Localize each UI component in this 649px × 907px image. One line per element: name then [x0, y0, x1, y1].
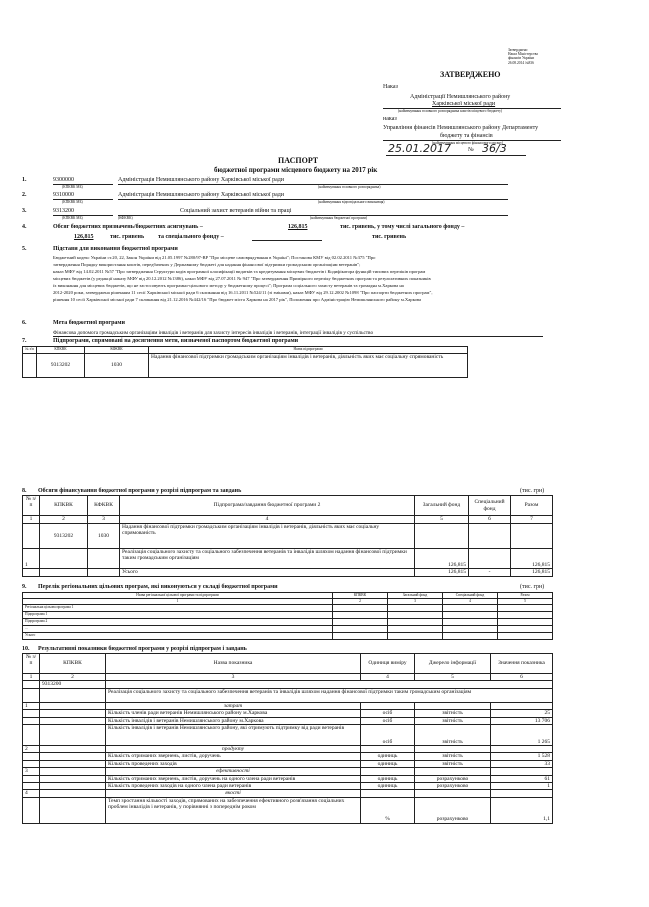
cell-kpkvk: 9313200: [40, 681, 106, 688]
order-label-2: наказ: [383, 116, 397, 122]
table-header: Назва регіональної цільової програми та підпрограми: [23, 593, 333, 599]
table-header: Джерело інформації: [415, 654, 491, 674]
cell-kpkvk: 9313202: [37, 354, 85, 378]
regional-programs-table: [22, 592, 553, 640]
cell-source: звітність: [415, 753, 491, 760]
table-header: Спеціальний фонд: [469, 496, 511, 516]
cell-value: 13 706: [491, 717, 553, 724]
item-2-caption: (найменування відповідального виконавця): [318, 200, 385, 204]
column-number: 3: [88, 516, 120, 524]
table-header: КФКВК: [85, 347, 149, 354]
group-title: затрат: [106, 702, 361, 709]
section-7-title: Підпрограми, спрямовані на досягнення мети, визначеної паспортом бюджетної програми: [53, 338, 299, 344]
section-9-unit: (тис. грн): [520, 584, 545, 590]
cell-total: [511, 524, 553, 549]
table-header: Одиниця виміру: [361, 654, 415, 674]
table-header: Значення показника: [491, 654, 553, 674]
cell-indicator-name: Кількість інвалідів і ветеранів Немишлянського району, які отримують підтримку від ради ветеранів: [106, 725, 361, 746]
cell-program-name: Усього: [23, 633, 333, 640]
section-5-line: рішення 10 сесії Харківської міської ради 7 скликання від 21.12.2016 №442/16 "Про бюджет міста Харкова на 2017 рік", Положення про Адміністрацію Немишлянського району м.Харкова: [53, 297, 422, 302]
section-9-number: 9.: [22, 584, 27, 590]
cell-unit: осіб: [361, 717, 415, 724]
approval-note: [508, 48, 598, 65]
column-number: 5: [415, 516, 469, 524]
column-number: 5: [498, 599, 553, 605]
cell-source: звітність: [415, 725, 491, 746]
cell-task-name: Усього: [120, 569, 415, 577]
item-1-caption: (найменування головного розпорядника): [318, 185, 381, 189]
group-title: якості: [106, 790, 361, 797]
table-row: [23, 549, 553, 569]
cell-kfkvk: 1030: [85, 354, 149, 378]
item-2-code-caption: (КПКВК МБ): [62, 200, 83, 204]
cell-value: 1: [491, 783, 553, 790]
cell-kfkvk: [88, 549, 120, 569]
item-4-text-b: тис. гривень, у тому числі загального фонду –: [340, 224, 465, 230]
table-header: КФКВК: [88, 496, 120, 516]
section-6-text: Фінансова допомога громадським організаціям інвалідів і ветеранів для захисту інтересів інвалідів і ветеранів, інтеграції інвалідів у суспільство: [53, 330, 374, 336]
cell-kpkvk: 9313202: [40, 524, 88, 549]
item-3-text: Соціальний захист ветеранів війни та праці: [180, 208, 292, 214]
cell-number: [23, 524, 40, 549]
group-number: 4: [23, 790, 40, 797]
performance-indicators-table: [22, 653, 553, 824]
cell-special-fund: [469, 549, 511, 569]
authority-line-1: Адміністрації Немишлянського району: [410, 94, 511, 100]
table-row: [23, 753, 553, 760]
authority-line-3: Управління фінансів Немишлянського району Департаменту: [383, 125, 539, 131]
cell-kfkvk: [88, 569, 120, 577]
cell-task-name: Реалізація соціального захисту та соціального забезпечення ветеранів та інвалідів шляхом надання фінансової підтримки таким громадським організаціям: [120, 549, 415, 569]
section-5-text: [53, 254, 613, 303]
table-row: [23, 797, 553, 823]
table-header: № з/п: [23, 347, 37, 354]
cell-value: 1 528: [491, 753, 553, 760]
cell-kpkvk: [40, 569, 88, 577]
section-5-line: їх виконання для місцевих бюджетів, що не застосовують програмно-цільового методу у бюджетному процесі"; Програма соціального захисту ветеранів та громадян м.Харкова на: [53, 283, 404, 288]
table-header: Загальний фонд: [415, 496, 469, 516]
cell-value: 61: [491, 775, 553, 782]
table-row: [23, 605, 553, 612]
cell-unit: осіб: [361, 725, 415, 746]
cell-number: [23, 569, 40, 577]
cell-number: [23, 354, 37, 378]
order-label: Наказ: [383, 84, 398, 90]
table-row: [23, 760, 553, 767]
section-5-line: Бюджетний кодекс України ст.20, 22, Закон України від 21.05.1997 №280/97-ВР "Про місцеве самоврядування в Україні"; Постанова КМУ від 02.02.2011 №375 "Про: [53, 255, 376, 260]
table-row: [23, 633, 553, 640]
cell-task-name: Надання фінансової підтримки громадським організаціям інвалідів і ветеранів, діяльність яких має соціальну спрямованість: [120, 524, 415, 549]
approved-word: ЗАТВЕРДЖЕНО: [440, 70, 501, 79]
table-row: [23, 354, 468, 378]
cell-value: 1,1: [491, 797, 553, 823]
item-4-text-a: Обсяг бюджетних призначень/бюджетних асигнувань –: [53, 224, 203, 230]
table-header: КПКВК: [40, 654, 106, 674]
table-header: № з/п: [23, 496, 40, 516]
column-number: 7: [511, 516, 553, 524]
cell-indicator-name: Кількість проведених заходів: [106, 760, 361, 767]
section-10-number: 10.: [22, 646, 30, 652]
section-9-title: Перелік регіональних цільових програм, які виконуються у складі бюджетної програми: [38, 584, 278, 590]
column-number: 2: [40, 516, 88, 524]
passport-title: ПАСПОРТ: [278, 156, 319, 165]
authority-caption: (найменування головного розпорядника коштів місцевого бюджету): [398, 109, 503, 113]
column-number: 3: [388, 599, 443, 605]
table-header: № з/п: [23, 654, 40, 674]
table-row: [23, 775, 553, 782]
item-4-text-e: тис. гривень: [372, 234, 407, 240]
cell-indicator-name: Кількість інвалідів і ветеранів Немишлянського району м.Харкова: [106, 717, 361, 724]
cell-special-fund: [469, 524, 511, 549]
approval-note-line: 26.08.2014 №836: [508, 60, 534, 65]
cell-kpkvk: [40, 549, 88, 569]
item-2-number: 2.: [22, 192, 27, 198]
cell-value: 25: [491, 710, 553, 717]
cell-indicator-name: Кількість проведених заходів на одного члена ради ветеранів: [106, 783, 361, 790]
column-number: 5: [415, 674, 491, 681]
item-4-value-b: 126,815: [74, 234, 94, 240]
table-header: Спеціальний фонд: [443, 593, 498, 599]
column-number: 6: [469, 516, 511, 524]
approval-note-line: фінансів України: [508, 56, 535, 61]
column-number: 1: [23, 599, 333, 605]
item-1-code-caption: (КПКВК МБ): [62, 185, 83, 189]
authority-line-4: бюджету та фінансів: [440, 133, 493, 139]
table-header: КПКВК: [333, 593, 388, 599]
cell-indicator-name: Темп зростання кількості заходів, спрямованих на забезпечення ефективного розв'язання соціальних проблем інвалідів і ветеранів, у порівнянні з попереднім роком: [106, 797, 361, 823]
table-row: [23, 626, 553, 633]
item-3-code-caption: (КПКВК МБ): [62, 216, 83, 220]
table-header: КПКВК: [40, 496, 88, 516]
cell-source: розрахунково: [415, 775, 491, 782]
section-5-line: наказ МФУ від 14.02.2011 №57 "Про затвердження Структури кодів програмної класифікації видатків та кредитування місцевих бюджетів і Кодифікатора функцій типових переліків програм: [53, 269, 426, 274]
cell-source: розрахунково: [415, 797, 491, 823]
table-row: [23, 717, 553, 724]
cell-program-name: Підпрограма 2: [23, 619, 333, 626]
table-header: Назва підпрограми: [149, 347, 468, 354]
table-row: [23, 725, 553, 746]
group-number: 3: [23, 768, 40, 775]
table-header: Разом: [498, 593, 553, 599]
table-row: [23, 783, 553, 790]
cell-number: 1: [23, 549, 40, 569]
approval-note-line: Затверджено: [508, 48, 528, 52]
table-header: Підпрограма/завдання бюджетної програми 2: [120, 496, 415, 516]
item-2-text: Адміністрація Немишлянського району Харківської міської ради: [118, 192, 285, 198]
approval-note-line: Наказ Міністерства: [508, 52, 538, 57]
cell-general-fund: [415, 524, 469, 549]
table-row: [23, 524, 553, 549]
authority-caption-2: (найменування місцевого фінансового органу): [432, 141, 504, 145]
item-3-number: 3.: [22, 208, 27, 214]
cell-unit: осіб: [361, 710, 415, 717]
item-4-value-a: 126,815: [288, 224, 308, 230]
subprograms-table: [22, 346, 468, 378]
item-1-code: 9300000: [53, 177, 74, 183]
column-number: 1: [23, 516, 40, 524]
section-8-title: Обсяги фінансування бюджетної програми у розрізі підпрограм та завдань: [38, 488, 242, 494]
item-3-code2-caption: (КФКВК): [118, 216, 133, 220]
financing-table: [22, 495, 553, 577]
group-number: 1: [23, 702, 40, 709]
cell-source: звітність: [415, 710, 491, 717]
authority-line-2: Харківської міської ради: [432, 101, 496, 107]
handwritten-order-number: 36/3: [482, 142, 507, 155]
passport-subtitle: бюджетної програми місцевого бюджету на 2017 рік: [214, 166, 378, 174]
cell-unit: одиниць: [361, 775, 415, 782]
section-5-title: Підстави для виконання бюджетної програми: [53, 246, 178, 252]
section-8-number: 8.: [22, 488, 27, 494]
table-row: [23, 612, 553, 619]
cell-program-name: Регіональна цільова програма 1: [23, 605, 333, 612]
group-number: 2: [23, 746, 40, 753]
column-number: 3: [106, 674, 361, 681]
group-title: продукту: [106, 746, 361, 753]
cell-indicator-name: Кількість отриманих звернень, листів, доручень на одного члена ради ветеранів: [106, 775, 361, 782]
column-number: 1: [23, 674, 40, 681]
column-number: 4: [361, 674, 415, 681]
item-1-text: Адміністрація Немишлянського району Харківської міської ради: [118, 177, 285, 183]
section-5-line: затвердження Порядку використання коштів, передбачених у Державному бюджеті для надання фінансової підтримки громадським організаціям ветеранів";: [53, 262, 361, 267]
table-row: [23, 619, 553, 626]
cell-task-name: Реалізація соціального захисту та соціального забезпечення ветеранів та інвалідів шляхом надання фінансової підтримки таким громадським організаціям: [106, 688, 553, 702]
cell-program-name: ...: [23, 626, 333, 633]
cell-unit: одиниць: [361, 753, 415, 760]
cell-source: звітність: [415, 760, 491, 767]
order-number-label: №: [468, 147, 474, 153]
cell-program-name: Підпрограма 1: [23, 612, 333, 619]
cell-total: 126,815: [511, 569, 553, 577]
column-number: 4: [120, 516, 415, 524]
section-5-line: місцевих бюджетів (у редакції наказу МФУ від 20.12.2012 №1386), наказ МФУ від 27.07.2011 № 947 "Про затвердження Примірного переліку бюджетних програм та результативних показників: [53, 276, 431, 281]
column-number: 2: [333, 599, 388, 605]
item-2-code: 9310000: [53, 192, 74, 198]
section-6-number: 6.: [22, 320, 27, 326]
table-row-total: [23, 569, 553, 577]
table-row: [23, 710, 553, 717]
cell-special-fund: -: [469, 569, 511, 577]
cell-indicator-name: Кількість отриманих звернень, листів, доручень: [106, 753, 361, 760]
item-4-text-d: та спеціального фонду –: [158, 234, 224, 240]
cell-kfkvk: 1030: [88, 524, 120, 549]
cell-value: 1 265: [491, 725, 553, 746]
table-header: Разом: [511, 496, 553, 516]
column-number: 6: [491, 674, 553, 681]
column-number: 4: [443, 599, 498, 605]
section-5-line: 2012-2020 роки, затверджена рішенням 11 сесії Харківської міської ради 6 скликання від 16.11.2011 №524/11 (зі змінами), наказ МФУ від 29.12.2002 №1098 "Про паспорти бюджетних програм",: [53, 290, 433, 295]
section-10-title: Результативні показники бюджетної програми у розрізі підпрограм і завдань: [38, 646, 247, 652]
section-5-number: 5.: [22, 246, 27, 252]
table-header: Загальний фонд: [388, 593, 443, 599]
section-8-unit: (тис. грн): [520, 488, 545, 494]
cell-source: звітність: [415, 717, 491, 724]
cell-value: 33: [491, 760, 553, 767]
cell-unit: %: [361, 797, 415, 823]
item-3-code: 9313200: [53, 208, 74, 214]
item-3-caption: (найменування бюджетної програми): [310, 216, 368, 220]
cell-source: розрахунково: [415, 783, 491, 790]
table-header: Назва показника: [106, 654, 361, 674]
cell-unit: одиниць: [361, 760, 415, 767]
section-6-title: Мета бюджетної програми: [53, 320, 125, 326]
group-title: ефективності: [106, 768, 361, 775]
section-7-number: 7.: [22, 338, 27, 344]
cell-general-fund: 126,815: [415, 569, 469, 577]
item-4-number: 4.: [22, 224, 27, 230]
handwritten-date: 25.01.2017: [388, 142, 451, 155]
column-number: 2: [40, 674, 106, 681]
cell-indicator-name: Кількість членів ради ветеранів Немишлянського району м.Харкова: [106, 710, 361, 717]
cell-subprogram-name: Надання фінансової підтримки громадським організаціям інвалідів і ветеранів, діяльність яких має соціальну спрямованість: [149, 354, 468, 378]
item-1-number: 1.: [22, 177, 27, 183]
cell-unit: одиниць: [361, 783, 415, 790]
item-4-text-c: тис. гривень: [110, 234, 145, 240]
cell-general-fund: 126,815: [415, 549, 469, 569]
table-header: КПКВК: [37, 347, 85, 354]
cell-total: 126,815: [511, 549, 553, 569]
